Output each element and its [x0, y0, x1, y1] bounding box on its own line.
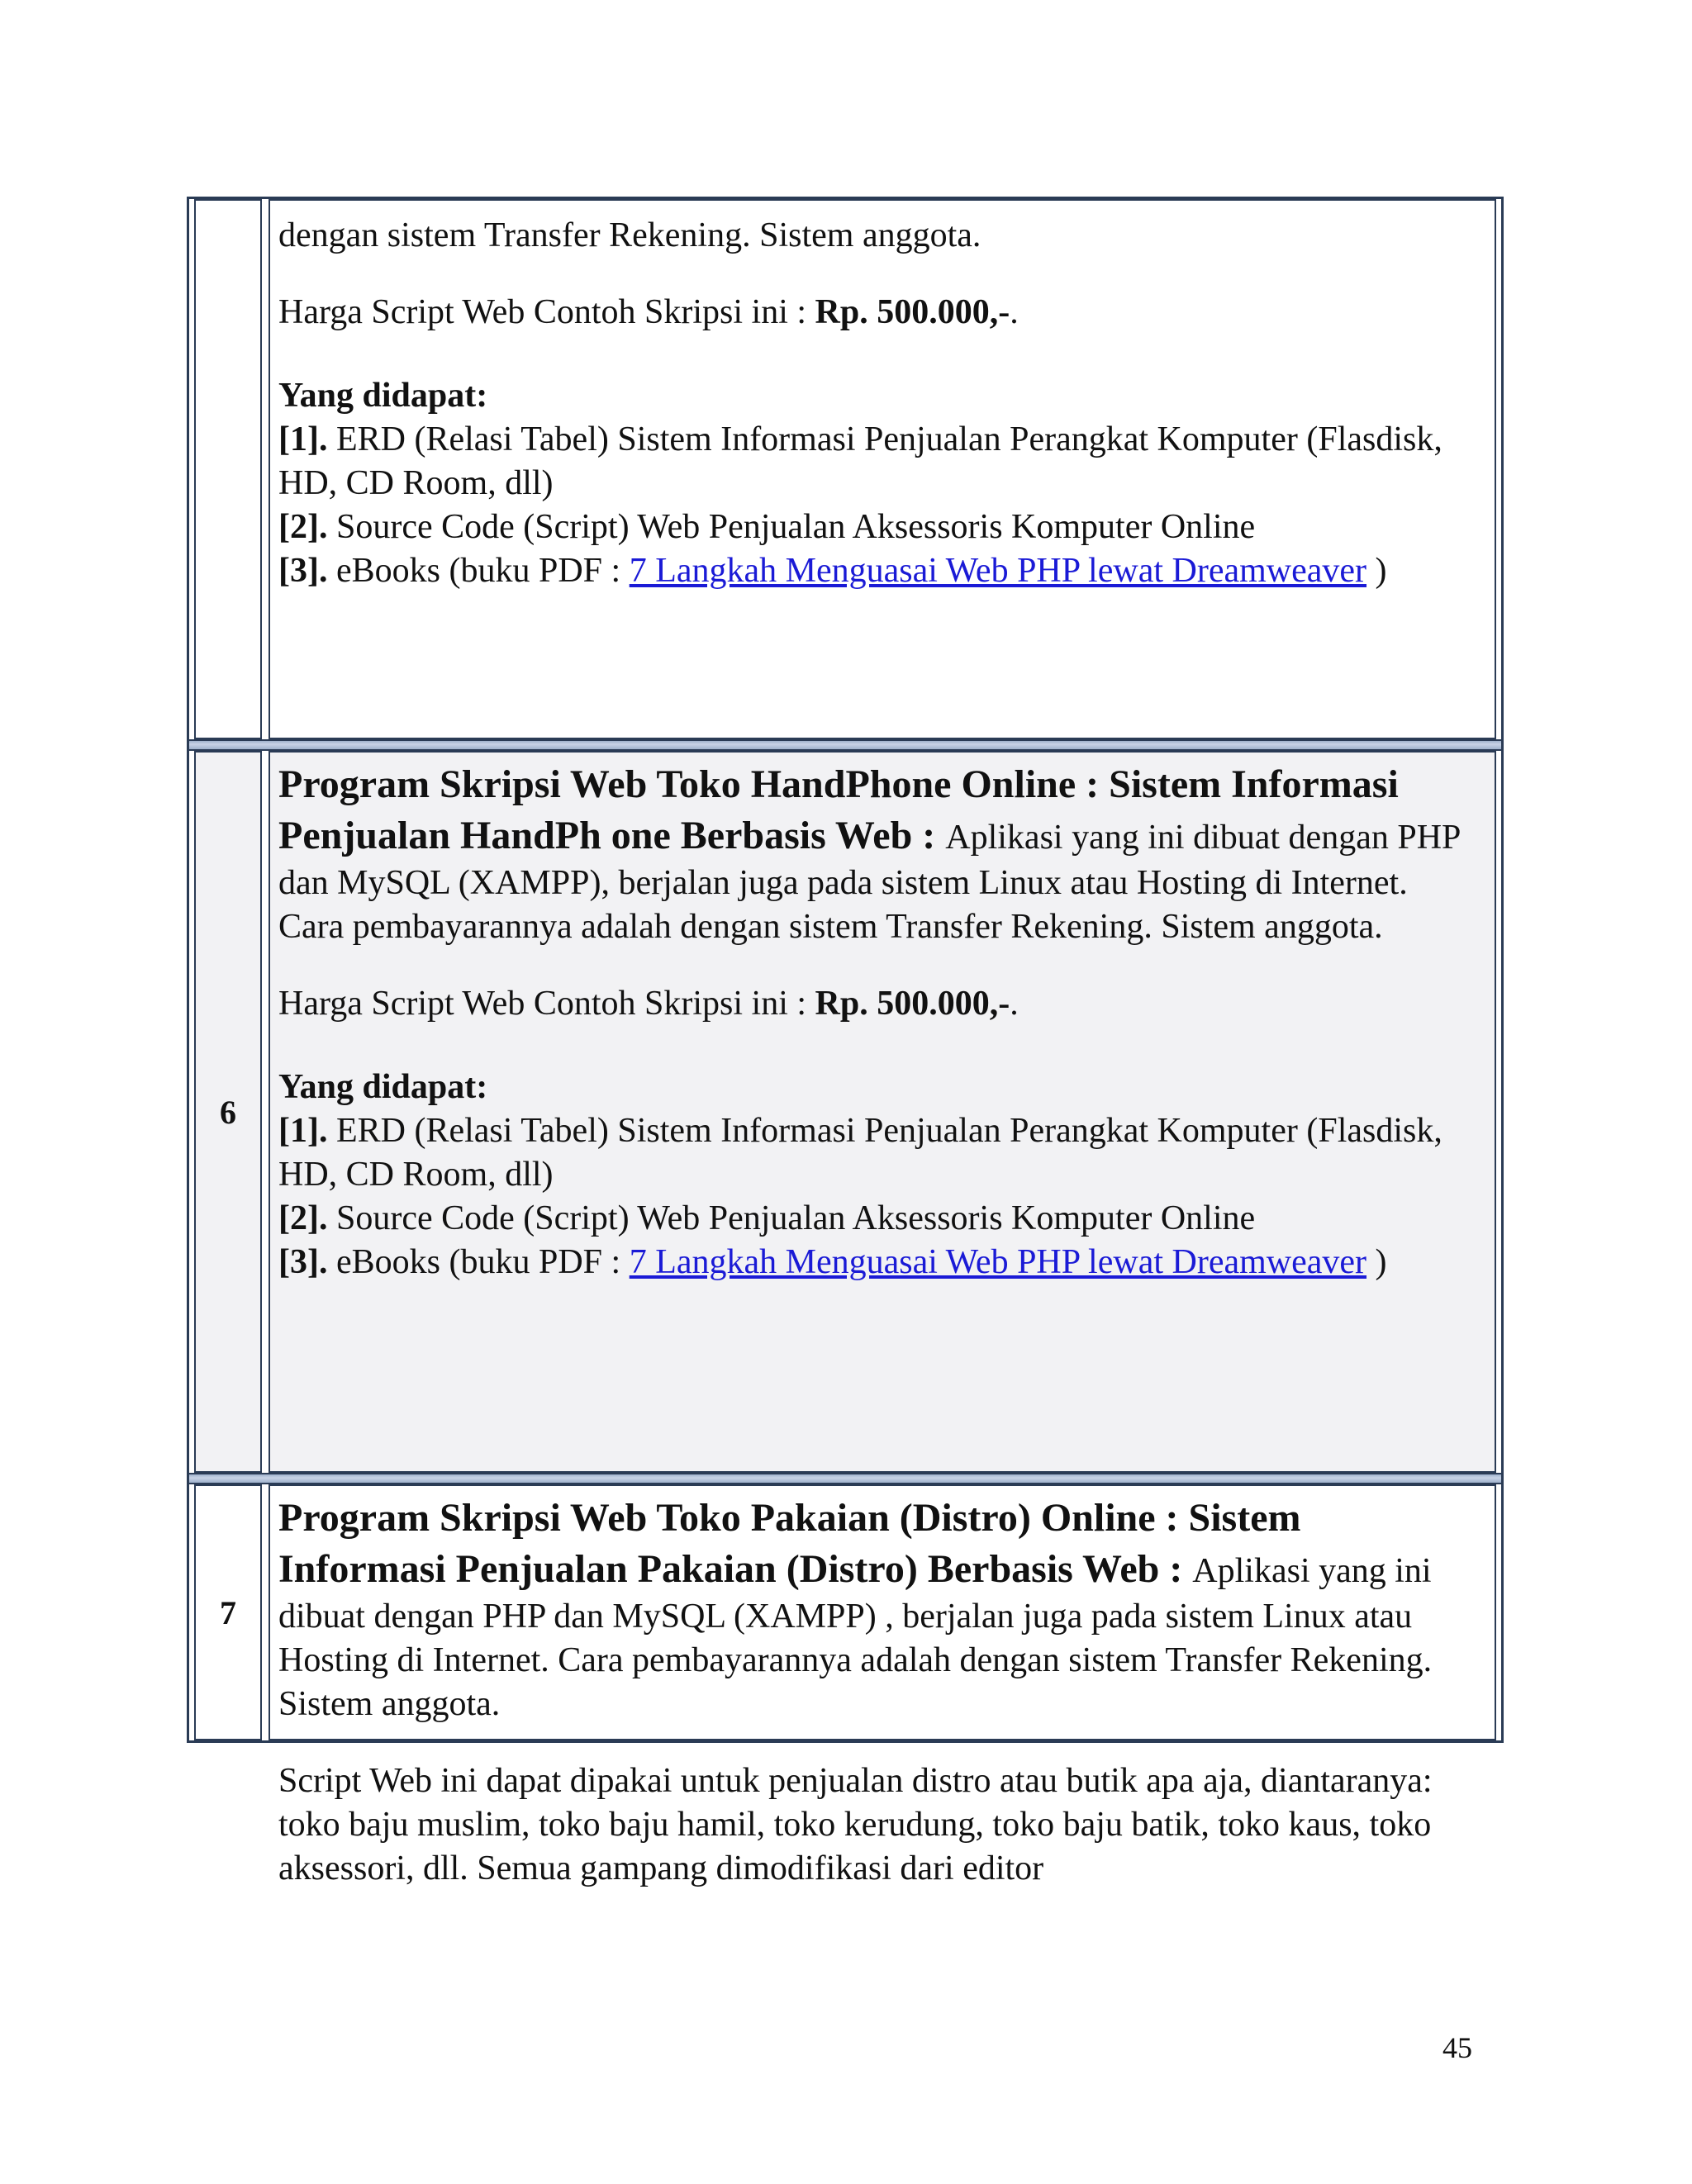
price-value: Rp. 500.000,-: [815, 293, 1010, 331]
price-line: Harga Script Web Contoh Skripsi ini : Rp. 500.000,-.: [278, 985, 1019, 1023]
table-row-6: [189, 751, 1501, 1473]
item-heading: Program Skripsi Web Toko Pakaian (Distro) Online : Sistem Informasi Penjualan Pakaian (Distro) Berbasis Web: [278, 1496, 1301, 1591]
row-content-cell: [269, 199, 1496, 739]
got-label: Yang didapat:: [278, 377, 488, 415]
got-label: Yang didapat:: [278, 1068, 488, 1106]
row-number-cell: 7: [194, 1484, 262, 1740]
item-paragraph: Script Web ini dapat dipakai untuk penjualan distro atau butik apa aja, diantaranya: toko baju muslim, toko baju hamil, toko kerudung, toko baju batik, toko kaus, toko aksessori, dll. Semua gampang dimodifikasi dari editor: [278, 1762, 1433, 1887]
price-value: Rp. 500.000,-: [815, 985, 1010, 1023]
row-content-cell: [269, 751, 1496, 1473]
row-number-cell: [194, 199, 262, 739]
list-item: [2]. Source Code (Script) Web Penjualan Aksessoris Komputer Online: [278, 1199, 1256, 1237]
row-content-cell: [269, 1484, 1496, 1887]
item-description: Program Skripsi Web Toko HandPhone Online : Sistem Informasi Penjualan HandPh one Berbasis Web : Aplikasi yang ini dibuat dengan PHP dan MySQL (XAMPP), berjalan juga pada sistem Linux atau Hosting di Internet. Cara pembayarannya adalah dengan sistem Transfer Rekening. Sistem anggota.: [278, 762, 1460, 946]
list-item: [3]. eBooks (buku PDF : 7 Langkah Menguasai Web PHP lewat Dreamweaver ): [278, 1243, 1387, 1281]
table-row-7: [189, 1484, 1501, 1887]
row-separator: [189, 739, 1501, 751]
list-item: [3]. eBooks (buku PDF : 7 Langkah Menguasai Web PHP lewat Dreamweaver ): [278, 552, 1387, 590]
item-description: Program Skripsi Web Toko Pakaian (Distro) Online : Sistem Informasi Penjualan Pakaian (Distro) Berbasis Web : Aplikasi yang ini dibuat dengan PHP dan MySQL (XAMPP) , berjalan juga pada sistem Linux atau Hosting di Internet. Cara pembayarannya adalah dengan sistem Transfer Rekening. Sistem anggota.: [278, 1496, 1433, 1723]
row-text: dengan sistem Transfer Rekening. Sistem anggota.: [278, 216, 981, 254]
list-item: [2]. Source Code (Script) Web Penjualan Aksessoris Komputer Online: [278, 508, 1256, 546]
list-item: [1]. ERD (Relasi Tabel) Sistem Informasi Penjualan Perangkat Komputer (Flasdisk, HD, CD Room, dll): [278, 1112, 1442, 1194]
list-item: [1]. ERD (Relasi Tabel) Sistem Informasi Penjualan Perangkat Komputer (Flasdisk, HD, CD Room, dll): [278, 420, 1442, 502]
product-table: [187, 197, 1504, 1887]
page-number: 45: [1442, 2031, 1472, 2064]
row-separator: [189, 1473, 1501, 1484]
row-number-cell: 6: [194, 751, 262, 1473]
ebook-link[interactable]: 7 Langkah Menguasai Web PHP lewat Dreamweaver: [629, 1243, 1367, 1281]
ebook-link[interactable]: 7 Langkah Menguasai Web PHP lewat Dreamweaver: [629, 552, 1367, 590]
item-heading: Program Skripsi Web Toko HandPhone Online : Sistem Informasi Penjualan HandPh one Berbasis Web: [278, 762, 1399, 857]
price-line: Harga Script Web Contoh Skripsi ini : Rp. 500.000,-.: [278, 293, 1019, 331]
table-row-previous: [189, 199, 1501, 739]
